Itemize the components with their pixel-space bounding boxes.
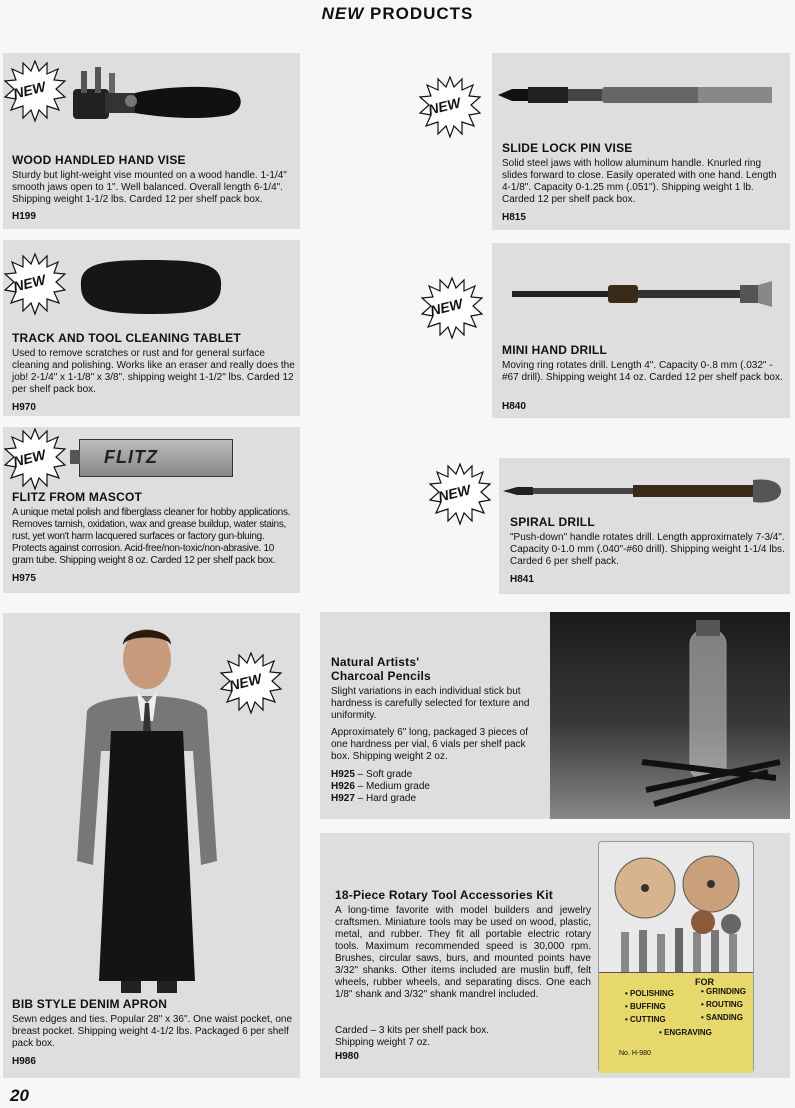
grade-code: H927 (331, 793, 355, 804)
product-name: MINI HAND DRILL (502, 343, 607, 357)
header-new-word: NEW (321, 4, 365, 23)
product-code: H841 (510, 574, 534, 585)
grade-label: – Soft grade (354, 769, 413, 780)
new-burst-icon (3, 252, 67, 316)
apron-model-image (67, 621, 237, 993)
grade-code: H925 (331, 769, 355, 780)
new-badge-label: NEW (11, 271, 48, 295)
product-card-rotary (320, 833, 790, 1078)
product-code: H840 (502, 401, 526, 412)
vise-image (69, 63, 244, 133)
new-badge-label: NEW (11, 446, 48, 470)
product-card-flitz (3, 427, 300, 593)
tablet-image (71, 256, 229, 318)
kit-box-use: • ENGRAVING (659, 1028, 712, 1037)
grade-code: H926 (331, 781, 355, 792)
product-description: A long-time favorite with model builders and jewelry craftsmen. Miniature tools may be used on wood, plastic, metal, and rubber. They fit all portable electric rotary tools. Maximum recommended speed is 30,000 rpm. Brushes, circular saws, burs, and mounted points have 3/32" shanks. Other items included are muslin buff, felt wheels, rubber wheels, and separating discs. One each 1/8" shank and 3/32" shank mandrel included. (335, 905, 591, 1000)
product-carded: Carded – 3 kits per shelf pack box. (335, 1025, 489, 1036)
grade-list (331, 769, 430, 805)
product-code: H975 (12, 573, 36, 584)
minidrill-image (512, 279, 774, 309)
flitz-tube-label: FLITZ (104, 447, 158, 467)
pinvise-image (498, 81, 778, 109)
kit-box-use: • ROUTING (701, 1000, 743, 1009)
product-code: H815 (502, 212, 526, 223)
grade-label: – Hard grade (354, 793, 417, 804)
product-description: Solid steel jaws with hollow aluminum handle. Knurled ring slides forward to close. Easily operated with one hand. Length 4-1/8". Capacity 0-1.25 mm (.051"). Shipping weight 1 lb. Carded 12 per shelf pack box. (502, 158, 777, 205)
product-card-tablet (3, 240, 300, 416)
kit-box-for: FOR (695, 977, 714, 987)
product-description: "Push-down" handle rotates drill. Length approximately 7-3/4". Capacity 0-1.0 mm (.040"-#60 drill). Shipping weight 1-1/4 lbs. Carded 6 per shelf pack. (510, 532, 785, 567)
product-name: TRACK AND TOOL CLEANING TABLET (12, 331, 241, 345)
product-description: Used to remove scratches or rust and for general surface cleaning and polishing. Works like an eraser and really does the job! 2-1/4" x 1-1/8" x 3/8". shipping weight 1-1/2" lbs. Carded 12 per shelf pack box. (12, 348, 295, 395)
product-description: A unique metal polish and fiberglass cleaner for hobby applications. Removes tarnish, oxidation, wax and grease buildup, water stains, rust, yet won't harm lacquered surfaces or factory gun-bluing. Protects against corrosion. Acid-free/non-toxic/non-abrasive. 10 gram tube. Shipping weight 8 oz. Carded 12 per shelf pack box. (12, 507, 291, 566)
new-burst-icon (418, 75, 482, 139)
new-badge-label: NEW (428, 295, 465, 319)
product-description: Sewn edges and ties. Popular 28" x 36". One waist pocket, one breast pocket. Shipping weight 4-1/2 lbs. Packaged 6 per shelf pack box. (12, 1014, 293, 1049)
new-badge-label: NEW (436, 481, 473, 505)
product-card-apron (3, 613, 300, 1078)
kit-box-use: • GRINDING (701, 987, 747, 996)
product-card-charcoal (320, 612, 790, 819)
product-card-vise (3, 53, 300, 229)
page-header (0, 4, 795, 24)
kit-box-use: • CUTTING (625, 1015, 666, 1024)
product-name: SLIDE LOCK PIN VISE (502, 141, 633, 155)
kit-box-label (599, 972, 753, 1073)
grade-label: – Medium grade (354, 781, 430, 792)
product-code: H986 (12, 1056, 36, 1067)
new-burst-icon (3, 59, 67, 123)
product-card-spiral (499, 458, 790, 594)
product-name: FLITZ FROM MASCOT (12, 490, 143, 504)
grade-item (331, 781, 430, 793)
header-title: PRODUCTS (370, 4, 474, 23)
new-badge-label: NEW (426, 94, 463, 118)
kit-box-use: • BUFFING (625, 1002, 666, 1011)
kit-box-use: • SANDING (701, 1013, 743, 1022)
product-shipping: Shipping weight 7 oz. (335, 1037, 431, 1048)
new-badge-label: NEW (227, 670, 264, 694)
product-description: Moving ring rotates drill. Length 4". Capacity 0-.8 mm (.032" - #67 drill). Shipping weight 14 oz. Carded 12 per shelf pack box. (502, 360, 783, 383)
product-name: 18-Piece Rotary Tool Accessories Kit (335, 888, 553, 902)
product-description: Slight variations in each individual stick but hardness is carefully selected for texture and uniformity. (331, 686, 530, 721)
grade-item (331, 793, 430, 805)
rotary-kit-image (598, 841, 754, 1073)
product-name-line1: Natural Artists' (331, 655, 420, 669)
charcoal-photo (550, 612, 790, 819)
new-burst-icon (3, 427, 67, 491)
kit-box-number: No. H-980 (619, 1050, 651, 1057)
product-name: SPIRAL DRILL (510, 515, 595, 529)
product-description: Sturdy but light-weight vise mounted on a wood handle. 1-1/4" smooth jaws open to 1". Well balanced. Overall length 6-1/4". Shipping weight 1-1/2 lbs. Carded 12 per shelf pack box. (12, 170, 287, 205)
product-description-2: Approximately 6" long, packaged 3 pieces of one hardness per vial, 6 vials per shelf pack box. Shipping weight 2 oz. (331, 727, 529, 762)
grade-item (331, 769, 430, 781)
product-card-pinvise (492, 53, 790, 230)
new-burst-icon (428, 462, 492, 526)
product-name: WOOD HANDLED HAND VISE (12, 153, 186, 167)
product-card-minidrill (492, 243, 790, 418)
product-code: H980 (335, 1051, 359, 1062)
new-badge-label: NEW (11, 78, 48, 102)
kit-box-use: • POLISHING (625, 989, 675, 998)
product-name: BIB STYLE DENIM APRON (12, 997, 168, 1011)
product-code: H199 (12, 211, 36, 222)
new-burst-icon (420, 276, 484, 340)
page-number: 20 (10, 1086, 29, 1105)
flitz-tube-image (79, 439, 233, 477)
product-name-line2: Charcoal Pencils (331, 669, 431, 683)
spiral-drill-image (503, 476, 783, 506)
product-code: H970 (12, 402, 36, 413)
